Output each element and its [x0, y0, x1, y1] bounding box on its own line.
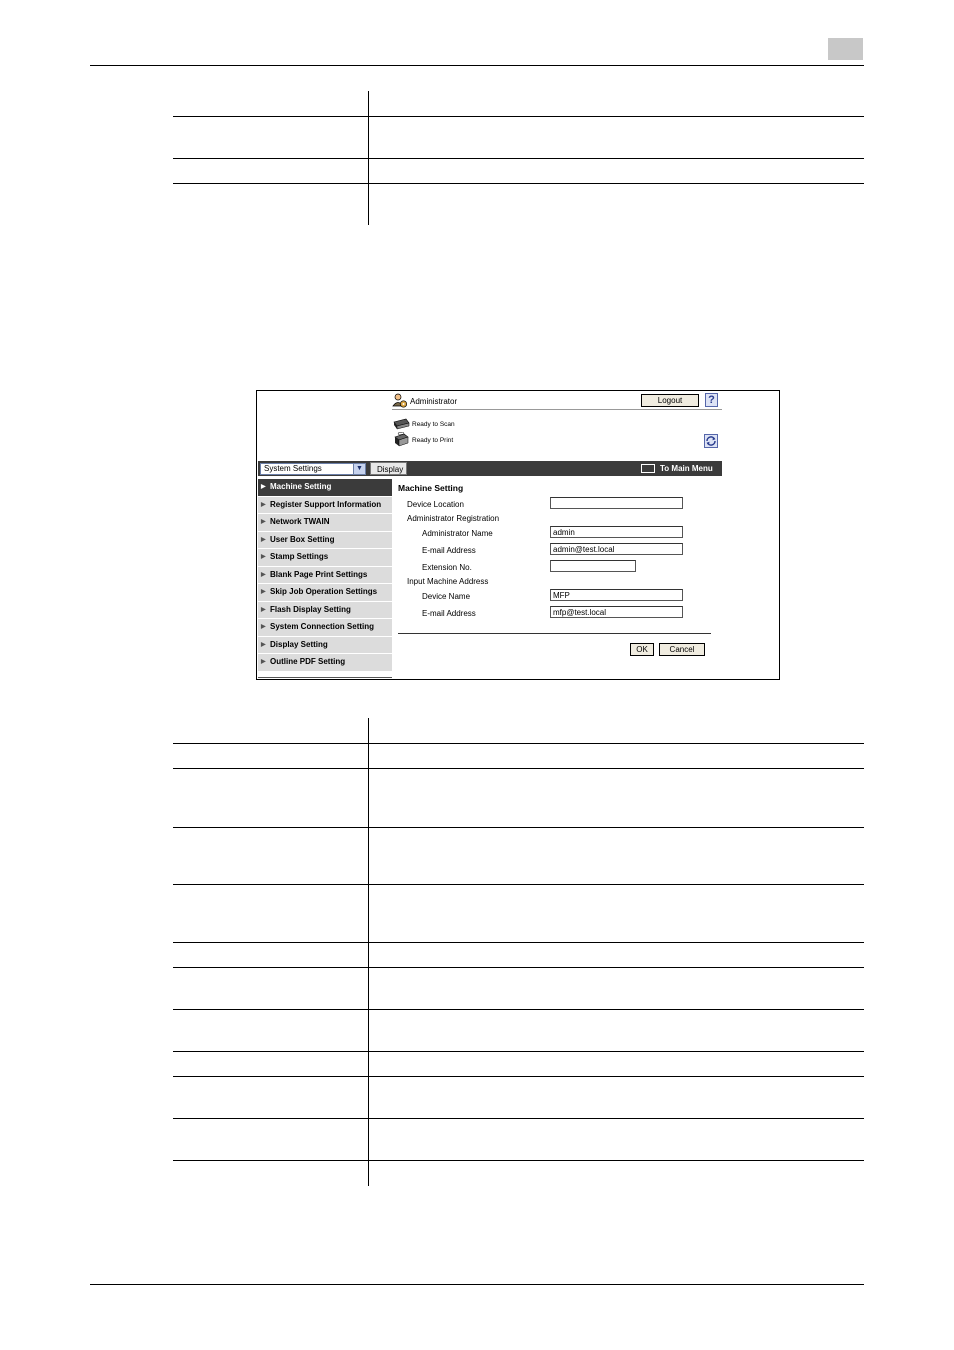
display-button[interactable]: Display [370, 462, 407, 475]
sidebar-item-skip-job-operation-settings[interactable]: ▶ Skip Job Operation Settings [258, 584, 392, 601]
ok-button[interactable]: OK [630, 643, 654, 656]
sidebar-item-flash-display-setting[interactable]: ▶ Flash Display Setting [258, 602, 392, 619]
settings-select[interactable] [260, 463, 366, 475]
sidebar-item-stamp-settings[interactable]: ▶ Stamp Settings [258, 549, 392, 566]
sidebar-item-machine-setting[interactable]: ▶ Machine Setting [258, 479, 392, 496]
form-title: Machine Setting [398, 483, 464, 493]
settings-select-value: System Settings [264, 464, 322, 473]
user-label: Administrator [410, 397, 458, 406]
header-divider [392, 409, 722, 410]
admin-name-label: Administrator Name [422, 529, 493, 538]
admin-name-input[interactable] [550, 526, 683, 538]
form-divider [398, 633, 711, 634]
scan-status: Ready to Scan [412, 421, 455, 428]
machine-email-label: E-mail Address [422, 609, 476, 618]
admin-registration-label: Administrator Registration [407, 514, 500, 523]
device-name-label: Device Name [422, 592, 471, 601]
page-header-rule [90, 65, 864, 66]
sidebar-item-register-support-information[interactable]: ▶ Register Support Information [258, 497, 392, 514]
page-footer-rule [90, 1284, 864, 1285]
administrator-icon [392, 393, 408, 409]
extension-input[interactable] [550, 560, 636, 572]
to-main-menu-label: To Main Menu [660, 464, 713, 473]
sidebar-item-user-box-setting[interactable]: ▶ User Box Setting [258, 532, 392, 549]
extension-label: Extension No. [422, 563, 472, 572]
sidebar [258, 479, 392, 672]
sidebar-item-blank-page-print-settings[interactable]: ▶ Blank Page Print Settings [258, 567, 392, 584]
main-menu-icon [641, 464, 655, 473]
refresh-icon[interactable] [704, 434, 718, 448]
web-ui-screenshot [256, 390, 780, 680]
page-marker [828, 38, 863, 60]
admin-email-input[interactable] [550, 543, 683, 555]
device-name-input[interactable] [550, 589, 683, 601]
chevron-down-icon: ▼ [353, 464, 365, 474]
sidebar-item-display-setting[interactable]: ▶ Display Setting [258, 637, 392, 654]
printer-icon [392, 432, 410, 447]
input-machine-address-label: Input Machine Address [407, 577, 489, 586]
cancel-button[interactable]: Cancel [659, 643, 705, 656]
machine-email-input[interactable] [550, 606, 683, 618]
to-main-menu-link[interactable] [641, 462, 713, 475]
admin-email-label: E-mail Address [422, 546, 476, 555]
help-icon[interactable]: ? [705, 393, 718, 407]
sidebar-bottom-rule [258, 677, 392, 678]
sidebar-item-system-connection-setting[interactable]: ▶ System Connection Setting [258, 619, 392, 636]
device-location-label: Device Location [407, 500, 464, 509]
scanner-icon [392, 418, 410, 430]
logout-button[interactable]: Logout [641, 394, 699, 407]
print-status: Ready to Print [412, 437, 454, 444]
sidebar-item-outline-pdf-setting[interactable]: ▶ Outline PDF Setting [258, 654, 392, 671]
sidebar-item-network-twain[interactable]: ▶ Network TWAIN [258, 514, 392, 531]
device-location-input[interactable] [550, 497, 683, 509]
